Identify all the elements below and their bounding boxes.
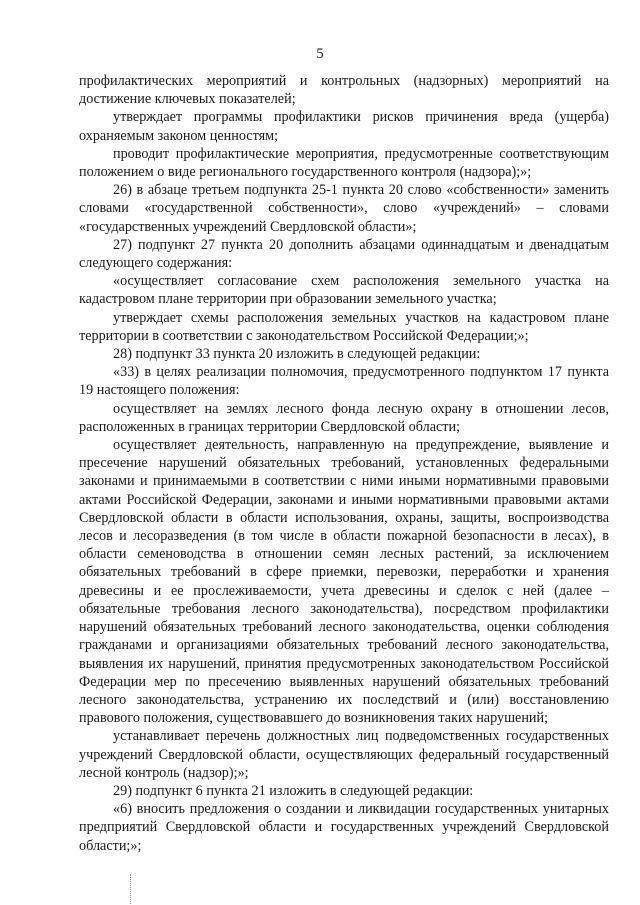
document-body (79, 72, 609, 855)
paragraph: осуществляет на землях лесного фонда лесную охрану в отношении лесов, расположенных в границах территории Свердловской области; (79, 400, 609, 435)
paragraph: 27) подпункт 27 пункта 20 дополнить абзацами одиннадцатым и двенадцатым следующего содержания: (79, 236, 609, 272)
paragraph: 29) подпункт 6 пункта 21 изложить в следующей редакции: (113, 782, 474, 799)
paragraph: «33) в целях реализации полномочия, предусмотренного подпунктом 17 пункта 19 настоящего положения: (79, 364, 609, 399)
paragraph: проводит профилактические мероприятия, предусмотренные соответствующим положением о виде регионального государственного контроля (надзора);»; (79, 145, 609, 181)
paragraph: 26) в абзаце третьем подпункта 25-1 пункта 20 слово «собственности» заменить словами «государственной собственности», слово «учреждений» – словами «государственных учреждений Свердловской области»; (79, 182, 609, 235)
paragraph: «6) вносить предложения о создании и ликвидации государственных унитарных предприятий Свердловской области и государственных учреждений Свердловской области;»; (79, 801, 609, 854)
paragraph: профилактических мероприятий и контрольных (надзорных) мероприятий на достижение ключевых показателей; (79, 73, 609, 108)
scan-margin-mark (130, 874, 132, 904)
paragraph: «осуществляет согласование схем расположения земельного участка на кадастровом плане территории при образовании земельного участка; (79, 273, 609, 308)
page-number: 5 (316, 46, 324, 62)
paragraph: утверждает программы профилактики рисков причинения вреда (ущерба) охраняемым законом ценностям; (79, 109, 609, 144)
paragraph: осуществляет деятельность, направленную на предупреждение, выявление и пресечение нарушений обязательных требований, установленных федеральными законами и принимаемыми в соответствии с ними иными нормативными правовыми актами Российской Федерации, законами и иными нормативными правовыми актами Свердловской области в области использования, охраны, защиты, воспроизводства лесов и лесоразведения (в том числе в области пожарной безопасности в лесах), в области семеноводства в отношении семян лесных растений, за исключением обязательных требований в сфере приемки, перевозки, переработки и хранения древесины и ее прослеживаемости, учета древесины и сделок с ней (далее – обязательные требования лесного законодательства), посредством профилактики нарушений обязательных требований лесного законодательства, оценки соблюдения гражданами и организациями обязательных требований лесного законодательства, выявления их нарушений, принятия предусмотренных законодательством Российской Федерации мер по пресечению выявленных нарушений обязательных требований лесного законодательства, устранению их последствий и (или) восстановлению правового положения, существовавшего до возникновения таких нарушений; (79, 437, 609, 727)
paragraph: 28) подпункт 33 пункта 20 изложить в следующей редакции: (113, 346, 481, 363)
paragraph: устанавливает перечень должностных лиц подведомственных государственных учреждений Свердловской области, осуществляющих федеральный государственный лесной контроль (надзор);»; (79, 728, 609, 781)
paragraph: утверждает схемы расположения земельных участков на кадастровом плане территории в соответствии с законодательством Российской Федерации;»; (79, 309, 609, 344)
